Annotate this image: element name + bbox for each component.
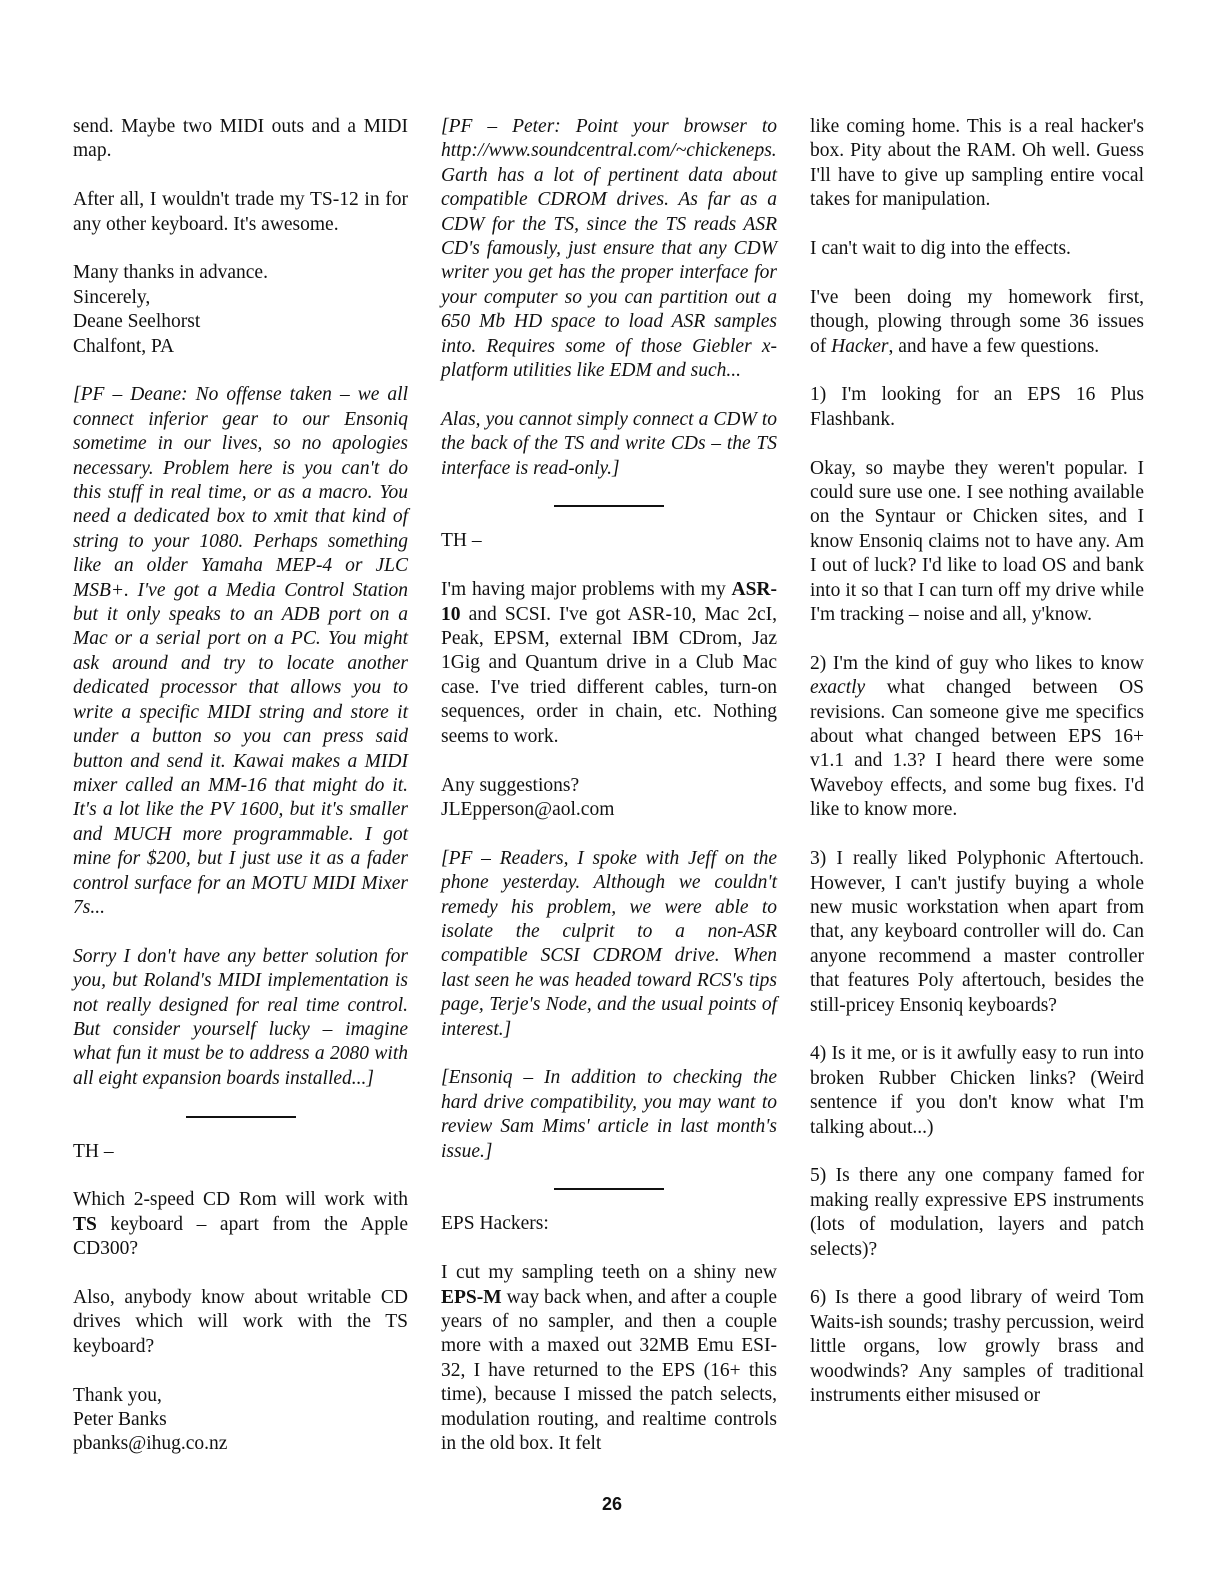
question-item: 6) Is there a good library of weird Tom Waits-ish sounds; trashy percussion, weird little organs, low growly brass and woodwinds? Any samples of traditional instruments either misused or (810, 1287, 1144, 1406)
letter-paragraph: I can't wait to dig into the effects. (810, 238, 1071, 260)
column-left (73, 115, 408, 1481)
manufacturer-reply: [Ensoniq – In addition to checking the hard drive compatibility, you may want to review Sam Mims' article in last month's issue.] (441, 1067, 777, 1162)
question-item: 5) Is there any one company famed for making really expressive EPS instruments (lots of modulation, layers and patch selects)? (810, 1165, 1144, 1260)
letter-paragraph: I've been doing my homework first, though, plowing through some 36 issues of Hacker, and have a few questions. (810, 286, 1144, 357)
letter-paragraph: like coming home. This is a real hacker's box. Pity about the RAM. Oh well. Guess I'll have to give up sampling entire vocal takes for manipulation. (810, 116, 1144, 211)
email-address: JLEpperson@aol.com (441, 798, 615, 820)
column-right (810, 115, 1144, 1433)
letter-signature: Any suggestions? JLEpperson@aol.com (441, 774, 615, 820)
email-address: pbanks@ihug.co.nz (73, 1433, 228, 1455)
question-item: 2) I'm the kind of guy who likes to know exactly what changed between OS revisions. Can someone give me specifics about what changed between EPS 16+ v1.1 and 1.3? I heard there were some Waveboy effects, and some bug fixes. I'd like to know more. (810, 652, 1144, 821)
letter-signature: Thank you, Peter Banks pbanks@ihug.co.nz (73, 1384, 228, 1455)
letter-signature: Many thanks in advance. Sincerely, Deane Seelhorst Chalfont, PA (73, 262, 268, 357)
question-item: 3) I really liked Polyphonic Aftertouch. However, I can't justify buying a whole new music workstation when apart from that, any keyboard controller will do. Can anyone recommend a master controller that features Poly aftertouch, besides the still-pricey Ensoniq keyboards? (810, 848, 1144, 1016)
question-item: 1) I'm looking for an EPS 16 Plus Flashbank. (810, 384, 1144, 430)
page-number: 26 (601, 1494, 623, 1514)
letter-paragraph: Which 2-speed CD Rom will work with TS keyboard – apart from the Apple CD300? (73, 1189, 408, 1260)
letter-salutation: TH – (73, 1140, 114, 1162)
question-item: 4) Is it me, or is it awfully easy to run into broken Rubber Chicken links? (Weird sentence if you don't know what I'm talking about...) (810, 1043, 1144, 1138)
letter-paragraph: send. Maybe two MIDI outs and a MIDI map. (73, 116, 408, 162)
column-middle (441, 115, 777, 1481)
letter-paragraph: I'm having major problems with my ASR-10 and SCSI. I've got ASR-10, Mac 2cI, Peak, EPSM, external IBM CDrom, Jaz 1Gig and Quantum drive in a Club Mac case. I've tried different cables, turn-on sequences, order in chain, etc. Nothing seems to work. (441, 579, 777, 747)
letter-paragraph: Also, anybody know about writable CD drives which will work with the TS keyboard? (73, 1286, 408, 1357)
section-divider (554, 505, 664, 507)
editor-reply: [PF – Peter: Point your browser to http://www.soundcentral.com/~chickeneps. Garth has a lot of pertinent data about compatible CDROM drives. As far as a CDW for the TS, since the TS reads ASR CD's famously, just ensure that any CDW writer you get has the proper interface for your computer so you can partition out a 650 Mb HD space to load ASR samples into. Requires some of those Giebler x-platform utilities like EDM and such... (441, 116, 777, 382)
letter-paragraph: After all, I wouldn't trade my TS-12 in for any other keyboard. It's awesome. (73, 189, 408, 235)
letter-salutation: TH – (441, 530, 482, 552)
letter-paragraph: Okay, so maybe they weren't popular. I could sure use one. I see nothing available on the Syntaur or Chicken sites, and I know Ensoniq claims not to have any. Am I out of luck? I'd like to load OS and bank into it so that I can turn off my drive while I'm tracking – noise and all, y'know. (810, 457, 1144, 626)
section-divider (554, 1188, 664, 1190)
editor-reply: [PF – Deane: No offense taken – we all connect inferior gear to our Ensoniq sometime in our lives, so no apologies necessary. Problem here is you can't do this stuff in real time, or as a macro. You need a dedicated box to xmit that kind of string to your 1080. Perhaps something like an older Yamaha MEP-4 or JLC MSB+. I've got a Media Control Station but it only speaks to an ADB port on a Mac or a serial port on a PC. You might ask around and try to locate another dedicated processor that allows you to write a specific MIDI string and store it under a button so you can press said button and send it. Kawai makes a MIDI mixer called an MM-16 that might do it. It's a lot like the PV 1600, but it's smaller and MUCH more programmable. I got mine for $200, but I just use it as a fader control surface for an MOTU MIDI Mixer 7s... (73, 384, 408, 918)
letter-salutation: EPS Hackers: (441, 1213, 549, 1235)
section-divider (186, 1116, 296, 1118)
editor-reply: Alas, you cannot simply connect a CDW to the back of the TS and write CDs – the TS interface is read-only.] (441, 408, 777, 479)
letter-paragraph: I cut my sampling teeth on a shiny new EPS-M way back when, and after a couple years of no sampler, and then a couple more with a maxed out 32MB Emu ESI-32, I have returned to the EPS (16+ this time), because I missed the patch selects, modulation routing, and realtime controls in the old box. It felt (441, 1262, 777, 1454)
editor-reply: [PF – Readers, I spoke with Jeff on the phone yesterday. Although we couldn't remedy his problem, we were able to isolate the culprit to a non-ASR compatible SCSI CDROM drive. When last seen he was headed toward RCS's tips page, Terje's Node, and the usual points of interest.] (441, 847, 777, 1040)
editor-reply: Sorry I don't have any better solution for you, but Roland's MIDI implementation is not really designed for real time control. But consider yourself lucky – imagine what fun it must be to address a 2080 with all eight expansion boards installed...] (73, 945, 408, 1089)
